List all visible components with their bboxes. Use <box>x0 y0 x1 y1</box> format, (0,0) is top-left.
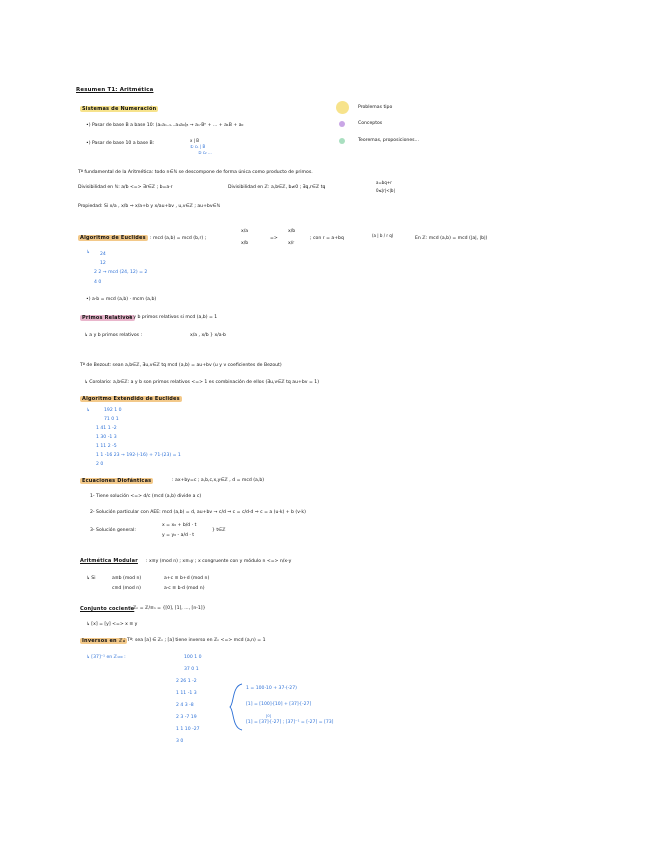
sistemas-div-3: ② c₂ ... <box>198 150 212 155</box>
inversos-bracket <box>228 682 244 732</box>
modular-l1a: a≡b (mod n) <box>112 576 142 581</box>
inversos-text: : Tª: sea [a] ∈ ℤₙ ; [a] tiene inverso en ℤₙ <=> mcd (a,n) = 1 <box>124 638 266 643</box>
heading-euclides: Algoritmo de Euclides <box>80 235 146 241</box>
inversos-res-3: [1] = [37]·[-27] ; [37]⁻¹ = [-27] = [73] <box>246 720 334 725</box>
inversos-row-8: 3 0 <box>176 739 184 744</box>
sistemas-div-2: ① c₁ | B <box>190 144 206 149</box>
euclides-cond-2: x/b <box>241 241 249 246</box>
heading-cociente: Conjunto cociente <box>80 606 135 612</box>
legend-label-1: Problemas tipo <box>358 105 393 110</box>
div-brace-1: a=bq+r <box>376 180 392 185</box>
heading-primos: Primos Relativos <box>82 315 133 321</box>
diofanticas-l2: 2- Solución particular con AEE: mcd (a,b) = d, au+bv → c/d ⇒ c = c/d·d ⇒ c = a (u·k) + b (v·k) <box>90 510 306 515</box>
heading-extendido: Algoritmo Extendido de Euclides <box>82 396 180 402</box>
euclides-ex-row-4: 4 0 <box>94 280 102 285</box>
primos-text: : a y b primos relativos si mcd (a,b) = 1 <box>126 315 218 320</box>
inversos-row-4: 1 11 -1 3 <box>176 691 197 696</box>
div-brace-2: 0≤|r|<|b| <box>376 188 395 193</box>
bezout-theorem: Tª de Bezout: sean a,b∈ℤ, ∃u,v∈ℤ tq mcd (a,b) = au+bv (u y v coeficientes de Bezout) <box>80 363 282 368</box>
euclides-arrow-sub: ↳ <box>86 250 90 255</box>
modular-l2b: a·c ≡ b·d (mod n) <box>164 586 205 591</box>
inversos-res-2: [1] = [100]·[10] + [37]·[-27] <box>246 702 312 707</box>
inversos-row-3: 2 26 1 -2 <box>176 679 197 684</box>
sistemas-item-1: •) Pasar de base B a base 10: (aₙaₙ₋₁...a₁a₀)ᵦ → aₙ·Bⁿ + ... + a₁B + a₀ <box>86 123 244 128</box>
diofanticas-g1: x = x₀ + b/d · t <box>162 523 197 528</box>
inversos-res-1: 1 = 100·10 + 37·(-27) <box>246 686 297 691</box>
euclides-formula: : mcd (a,b) = mcd (b,r) ; <box>150 236 207 241</box>
euclides-mcm: •) a·b = mcd (a,b) · mcm (a,b) <box>86 297 157 302</box>
divisibilidad-n: Divisibilidad en ℕ: a/b <=> ∃r∈ℤ ; b=a·r <box>78 185 173 190</box>
diofanticas-g2: y = y₀ - a/d · t <box>162 533 195 538</box>
extendido-row-5: 1 11 2 -5 <box>96 444 117 449</box>
heading-modular: Aritmética Modular <box>80 558 138 564</box>
euclides-cond-3: x/b <box>288 229 296 234</box>
heading-diofanticas: Ecuaciones Diofánticas <box>82 478 152 484</box>
page-title: Resumen T1: Aritmética <box>76 87 154 93</box>
modular-text: : x≡y (mod n) ; x≡ₙy ; x congruente con y módulo n <=> n/x-y <box>146 559 292 564</box>
legend-dot-yellow <box>336 101 349 114</box>
euclides-tail: ; con r = a+bq <box>310 236 344 241</box>
extendido-row-4: 1 30 -1 3 <box>96 435 117 440</box>
euclides-ex-row-2: 12 <box>100 261 106 266</box>
diofanticas-text: : ax+by=c ; a,b,c,x,y∈ℤ , d = mcd (a,b) <box>172 478 265 483</box>
inversos-row-5: 2 4 3 -8 <box>176 703 194 708</box>
cociente-sub: ↳ [x] = [y] <=> x ≡ y <box>86 622 138 627</box>
inversos-row-2: 37 0 1 <box>184 667 199 672</box>
legend-label-2: Conceptos <box>358 121 383 126</box>
euclides-arrow: => <box>270 236 278 241</box>
sistemas-item-2: •) Pasar de base 10 a base B: <box>86 141 155 146</box>
modular-l2a: c≡d (mod n) <box>112 586 141 591</box>
inversos-example: ↳ [37]⁻¹ en ℤ₁₀₀ : <box>86 655 126 660</box>
primos-cond: x/a , x/b } x/a·b <box>190 333 226 338</box>
cociente-text: : ℤₙ = ℤ/≡ₙ = {[0], [1], ..., [n-1]} <box>130 606 206 611</box>
inversos-row-6: 2 3 -7 19 <box>176 715 197 720</box>
euclides-div: (a | b / r q) <box>372 233 394 238</box>
extendido-row-2: 71 0 1 <box>104 417 119 422</box>
extendido-arrow: ↳ <box>86 408 90 413</box>
legend-dot-green <box>339 138 345 144</box>
modular-si: ↳ Si <box>86 576 96 581</box>
divisibilidad-z: Divisibilidad en ℤ: a,b∈ℤ, b≠0 ; ∃q,r∈ℤ tq <box>228 185 326 190</box>
euclides-enz: En ℤ: mcd (a,b) = mcd (|a|, |b|) <box>415 236 488 241</box>
primos-sub: ↳ a y b primos relativos : <box>84 333 143 338</box>
bezout-corolario: ↳ Corolario: a,b∈ℤ: a y b son primos relativos <=> 1 es combinación de ellos (∃u,v∈ℤ tq au+bv = 1) <box>84 380 319 385</box>
euclides-ex-row-1: 24 <box>100 252 106 257</box>
legend-dot-purple <box>339 121 345 127</box>
diofanticas-l1: 1- Tiene solución <=> d/c (mcd (a,b) divide a c) <box>90 494 202 499</box>
euclides-cond-1: x/a <box>241 229 249 234</box>
modular-l1b: a+c ≡ b+d (mod n) <box>164 576 210 581</box>
sistemas-div-1: x | B <box>190 138 200 143</box>
heading-inversos: Inversos en ℤₙ <box>82 638 126 644</box>
extendido-row-1: 192 1 0 <box>104 408 122 413</box>
extendido-row-3: 1 41 1 -2 <box>96 426 117 431</box>
tfa-text: Tª fundamental de la Aritmética: todo n∈ℕ se descompone de forma única como producto de primos. <box>78 170 313 175</box>
inversos-row-1: 100 1 0 <box>184 655 202 660</box>
diofanticas-g3: } t∈ℤ <box>212 528 226 533</box>
euclides-ex-row-3: 2 2 → mcd (24, 12) = 2 <box>94 270 148 275</box>
euclides-cond-4: x/r <box>288 241 295 246</box>
heading-sistemas: Sistemas de Numeración <box>82 106 157 112</box>
diofanticas-l3: 3- Solución general: <box>90 528 136 533</box>
extendido-row-6: 1 1 -16 23 → 192·(-16) + 71·(23) = 1 <box>96 453 181 458</box>
propiedad-text: Propiedad: Si x/a , x/b ⇒ x/a+b y x/au+bv , u,v∈ℤ ; au+bv∈ℕ <box>78 204 221 209</box>
inversos-row-7: 1 1 10 -27 <box>176 727 200 732</box>
extendido-row-7: 2 0 <box>96 462 104 467</box>
legend-label-3: Teoremas, proposiciones... <box>358 138 419 143</box>
inversos-res-small: [0] <box>266 714 271 718</box>
